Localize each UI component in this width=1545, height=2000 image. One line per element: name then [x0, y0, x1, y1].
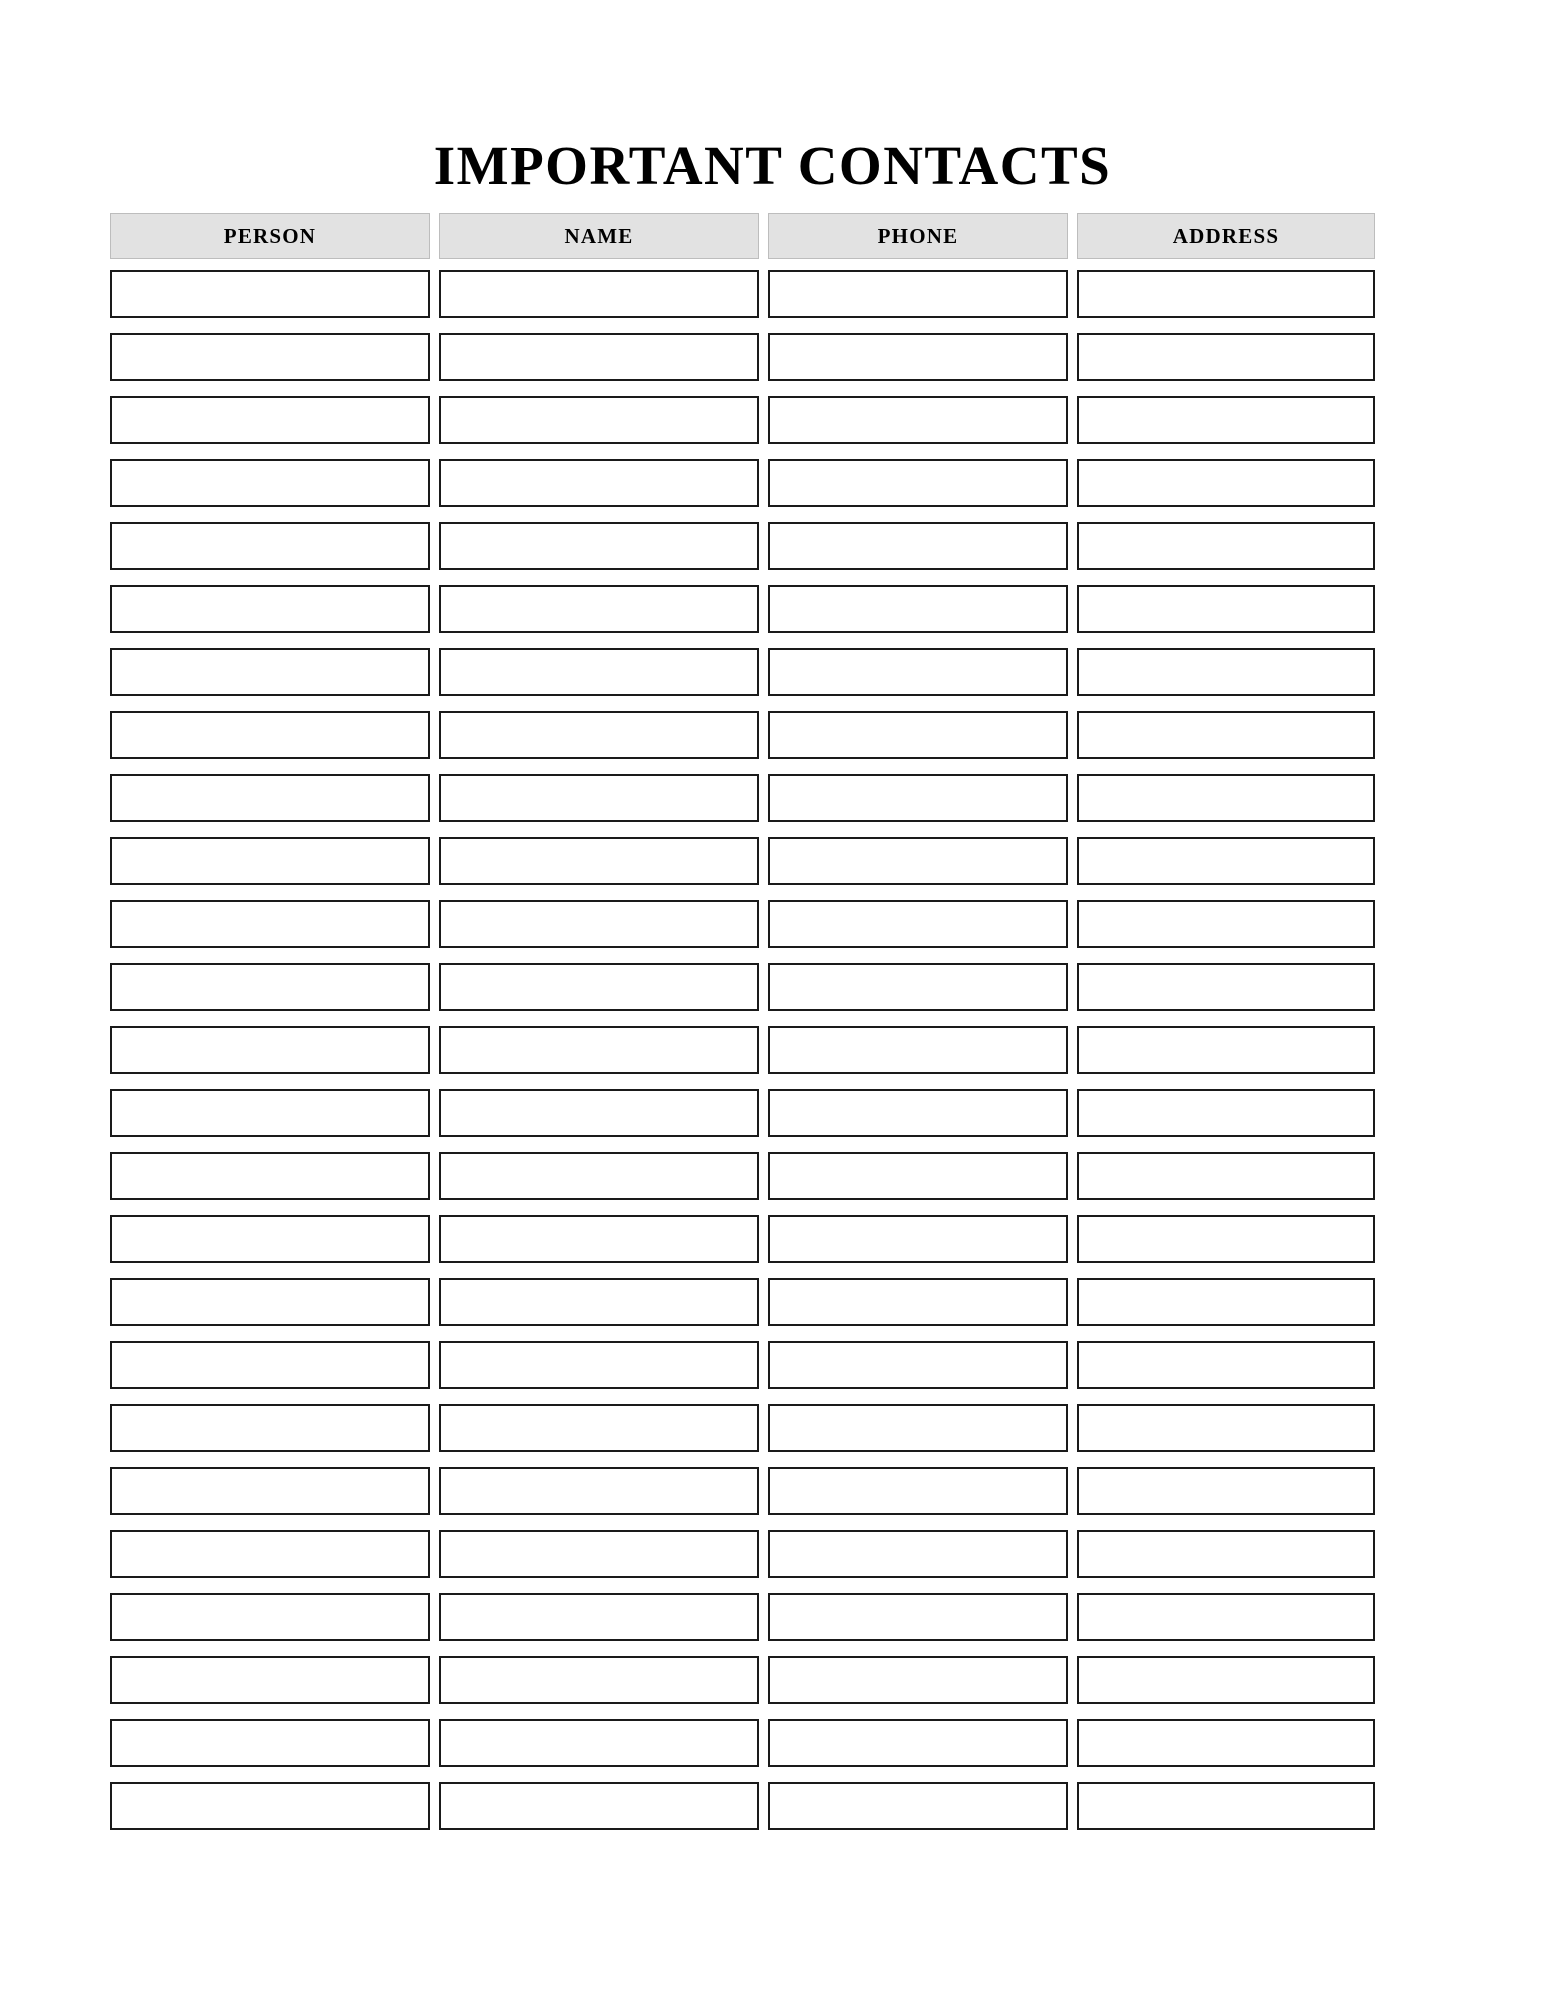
table-cell-phone[interactable]: [768, 1530, 1068, 1578]
table-row: [110, 459, 1395, 507]
table-cell-phone[interactable]: [768, 711, 1068, 759]
table-cell-person[interactable]: [110, 648, 430, 696]
table-row: [110, 1782, 1395, 1830]
table-cell-address[interactable]: [1077, 1656, 1375, 1704]
table-cell-phone[interactable]: [768, 1593, 1068, 1641]
table-cell-address[interactable]: [1077, 900, 1375, 948]
table-row: [110, 1530, 1395, 1578]
table-row: [110, 585, 1395, 633]
table-cell-address[interactable]: [1077, 1467, 1375, 1515]
table-cell-address[interactable]: [1077, 1404, 1375, 1452]
table-cell-name[interactable]: [439, 900, 759, 948]
table-cell-address[interactable]: [1077, 585, 1375, 633]
table-row: [110, 522, 1395, 570]
table-cell-person[interactable]: [110, 900, 430, 948]
table-cell-phone[interactable]: [768, 333, 1068, 381]
table-cell-person[interactable]: [110, 1404, 430, 1452]
table-cell-address[interactable]: [1077, 459, 1375, 507]
table-cell-address[interactable]: [1077, 774, 1375, 822]
table-row: [110, 396, 1395, 444]
table-cell-person[interactable]: [110, 396, 430, 444]
table-cell-address[interactable]: [1077, 1089, 1375, 1137]
table-row: [110, 1215, 1395, 1263]
table-row: [110, 1404, 1395, 1452]
table-cell-person[interactable]: [110, 837, 430, 885]
table-cell-address[interactable]: [1077, 963, 1375, 1011]
table-cell-name[interactable]: [439, 963, 759, 1011]
table-cell-name[interactable]: [439, 1782, 759, 1830]
table-cell-address[interactable]: [1077, 270, 1375, 318]
table-cell-person[interactable]: [110, 270, 430, 318]
table-cell-phone[interactable]: [768, 1404, 1068, 1452]
table-row: [110, 900, 1395, 948]
table-cell-name[interactable]: [439, 837, 759, 885]
column-header-phone-label: PHONE: [877, 224, 959, 248]
table-cell-name[interactable]: [439, 648, 759, 696]
table-cell-name[interactable]: [439, 1719, 759, 1767]
column-header-address-label: ADDRESS: [1172, 224, 1280, 248]
table-row: [110, 837, 1395, 885]
table-row: [110, 1152, 1395, 1200]
table-cell-person[interactable]: [110, 1593, 430, 1641]
table-cell-phone[interactable]: [768, 396, 1068, 444]
table-cell-address[interactable]: [1077, 1530, 1375, 1578]
table-row: [110, 1026, 1395, 1074]
table-cell-address[interactable]: [1077, 1026, 1375, 1074]
table-cell-phone[interactable]: [768, 522, 1068, 570]
table-row: [110, 1278, 1395, 1326]
table-cell-name[interactable]: [439, 1341, 759, 1389]
table-cell-name[interactable]: [439, 585, 759, 633]
column-header-name: [439, 213, 759, 259]
table-cell-name[interactable]: [439, 270, 759, 318]
table-cell-name[interactable]: [439, 1152, 759, 1200]
table-cell-phone[interactable]: [768, 1026, 1068, 1074]
column-header-person: [110, 213, 430, 259]
table-cell-phone[interactable]: [768, 1719, 1068, 1767]
table-body: [110, 270, 1395, 1830]
table-row: [110, 1656, 1395, 1704]
table-cell-person[interactable]: [110, 585, 430, 633]
table-cell-address[interactable]: [1077, 522, 1375, 570]
table-cell-name[interactable]: [439, 459, 759, 507]
table-cell-name[interactable]: [439, 1026, 759, 1074]
table-cell-address[interactable]: [1077, 1152, 1375, 1200]
table-cell-phone[interactable]: [768, 1341, 1068, 1389]
table-cell-name[interactable]: [439, 522, 759, 570]
table-cell-person[interactable]: [110, 711, 430, 759]
table-row: [110, 1467, 1395, 1515]
table-cell-person[interactable]: [110, 1026, 430, 1074]
table-cell-name[interactable]: [439, 396, 759, 444]
table-cell-address[interactable]: [1077, 1782, 1375, 1830]
table-cell-person[interactable]: [110, 1341, 430, 1389]
table-cell-phone[interactable]: [768, 1152, 1068, 1200]
table-cell-person[interactable]: [110, 1782, 430, 1830]
table-cell-phone[interactable]: [768, 774, 1068, 822]
table-cell-phone[interactable]: [768, 459, 1068, 507]
table-cell-phone[interactable]: [768, 648, 1068, 696]
table-cell-phone[interactable]: [768, 837, 1068, 885]
table-cell-phone[interactable]: [768, 1278, 1068, 1326]
table-row: [110, 333, 1395, 381]
table-cell-person[interactable]: [110, 1719, 430, 1767]
table-row: [110, 711, 1395, 759]
table-cell-address[interactable]: [1077, 1278, 1375, 1326]
table-cell-phone[interactable]: [768, 1656, 1068, 1704]
table-cell-address[interactable]: [1077, 648, 1375, 696]
table-cell-name[interactable]: [439, 1089, 759, 1137]
column-header-name-label: NAME: [564, 224, 634, 248]
table-cell-address[interactable]: [1077, 333, 1375, 381]
table-row: [110, 1719, 1395, 1767]
table-cell-phone[interactable]: [768, 900, 1068, 948]
table-cell-phone[interactable]: [768, 1215, 1068, 1263]
table-cell-phone[interactable]: [768, 1089, 1068, 1137]
table-row: [110, 1593, 1395, 1641]
table-cell-name[interactable]: [439, 1215, 759, 1263]
table-cell-person[interactable]: [110, 1467, 430, 1515]
column-header-person-label: PERSON: [223, 224, 317, 248]
table-cell-address[interactable]: [1077, 1719, 1375, 1767]
page-title: IMPORTANT CONTACTS: [433, 134, 1112, 196]
table-cell-name[interactable]: [439, 1530, 759, 1578]
table-cell-address[interactable]: [1077, 1215, 1375, 1263]
table-cell-person[interactable]: [110, 1530, 430, 1578]
table-cell-phone[interactable]: [768, 963, 1068, 1011]
table-row: [110, 1089, 1395, 1137]
table-cell-address[interactable]: [1077, 837, 1375, 885]
table-cell-name[interactable]: [439, 1656, 759, 1704]
table-cell-address[interactable]: [1077, 1593, 1375, 1641]
table-cell-phone[interactable]: [768, 1782, 1068, 1830]
table-cell-address[interactable]: [1077, 711, 1375, 759]
table-row: [110, 1341, 1395, 1389]
table-cell-name[interactable]: [439, 1278, 759, 1326]
table-cell-name[interactable]: [439, 333, 759, 381]
table-row: [110, 963, 1395, 1011]
table-row: [110, 270, 1395, 318]
table-cell-name[interactable]: [439, 1593, 759, 1641]
table-cell-person[interactable]: [110, 774, 430, 822]
column-header-phone: [768, 213, 1068, 259]
table-row: [110, 648, 1395, 696]
table-cell-person[interactable]: [110, 333, 430, 381]
table-cell-person[interactable]: [110, 1656, 430, 1704]
table-cell-person[interactable]: [110, 1152, 430, 1200]
table-cell-person[interactable]: [110, 1215, 430, 1263]
table-cell-address[interactable]: [1077, 396, 1375, 444]
table-row: [110, 774, 1395, 822]
table-cell-phone[interactable]: [768, 270, 1068, 318]
contacts-table: [110, 213, 1395, 1845]
table-cell-person[interactable]: [110, 1089, 430, 1137]
column-header-address: [1077, 213, 1375, 259]
table-cell-phone[interactable]: [768, 1467, 1068, 1515]
table-cell-address[interactable]: [1077, 1341, 1375, 1389]
table-cell-name[interactable]: [439, 711, 759, 759]
table-cell-name[interactable]: [439, 1467, 759, 1515]
table-cell-name[interactable]: [439, 774, 759, 822]
table-cell-phone[interactable]: [768, 585, 1068, 633]
table-cell-person[interactable]: [110, 522, 430, 570]
table-cell-name[interactable]: [439, 1404, 759, 1452]
table-cell-person[interactable]: [110, 963, 430, 1011]
table-cell-person[interactable]: [110, 1278, 430, 1326]
table-header-row: [110, 213, 1395, 259]
table-cell-person[interactable]: [110, 459, 430, 507]
